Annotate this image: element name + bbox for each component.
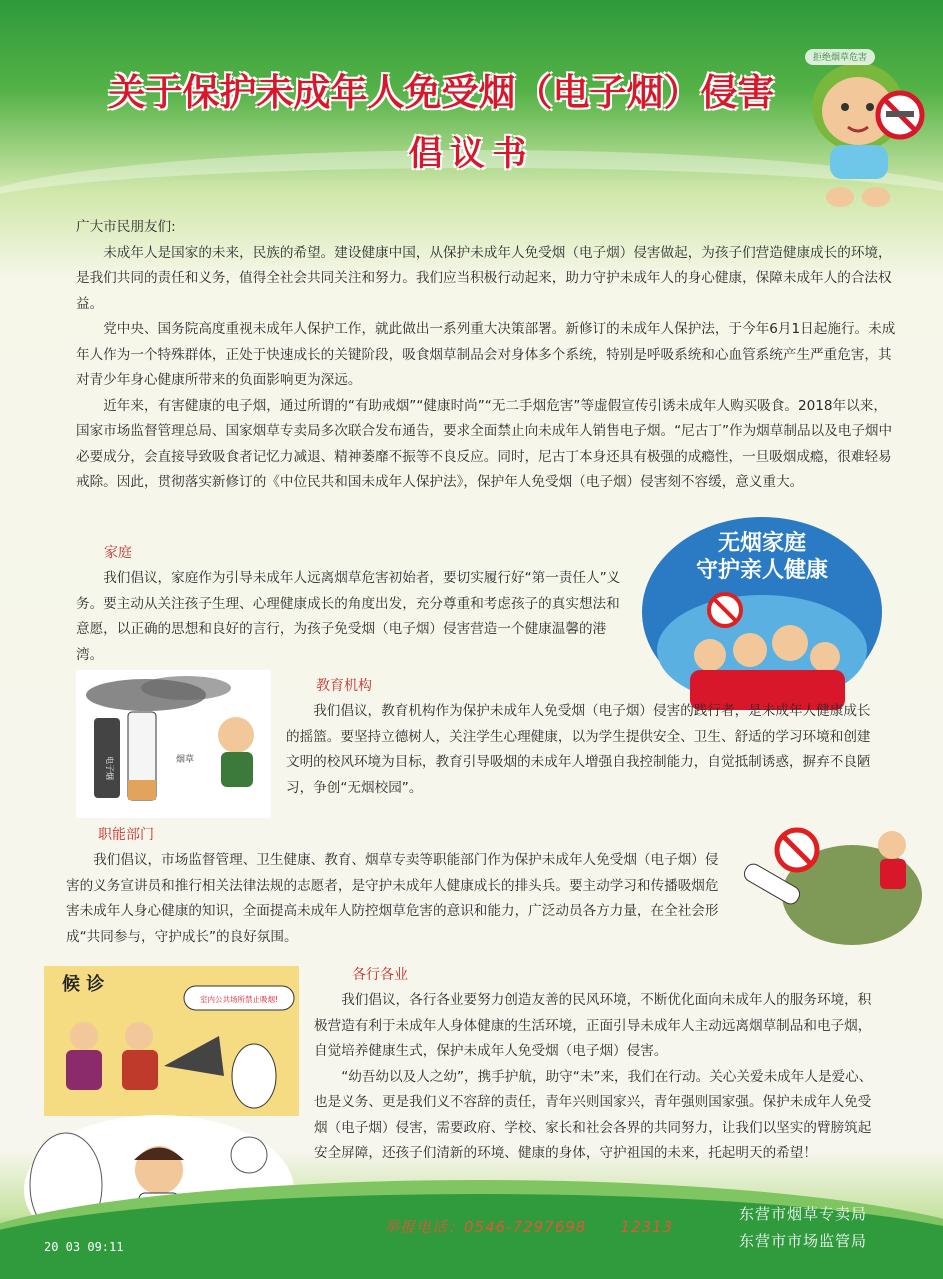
issuer-tobacco-bureau: 东营市烟草专卖局 <box>739 1205 868 1223</box>
cartoon-label-ecig: 电子烟 <box>105 756 114 780</box>
report-phone-short: 12313 <box>620 1218 674 1236</box>
no-smoking-cartoon-illustration <box>722 815 927 955</box>
intro-section <box>76 215 896 496</box>
speech-bubble: 室内公共场所禁止吸烟! <box>199 995 279 1004</box>
page-title: 关于保护未成年人免受烟（电子烟）侵害 <box>108 70 775 114</box>
intro-paragraph-1: 未成年人是国家的未来，民族的希望。建设健康中国，从保护未成年人免受烟（电子烟）侵害做起，为孩子们营造健康成长的环境，是我们共同的责任和义务，值得全社会共同关注和努力。我们应当积极行动起来，助力守护未成年人的身心健康，保障未成年人的合法权益。 <box>76 244 892 312</box>
industries-closing: “幼吾幼以及人之幼”，携手护航，助守“未”来，我们在行动。关心关爱未成年人是爱心、也是义务、更是我们义不容辞的责任，青年兴则国家兴，青年强则国家强。保护未成年人免受烟（电子烟）侵害，需要政府、学校、家长和社会各界的共同努力，让我们以坚实的臂膀筑起安全屏障，还孩子们清新的环境、健康的身体，守护祖国的未来，托起明天的希望！ <box>314 1068 873 1161</box>
industries-heading: 各行各业 <box>352 967 408 983</box>
industries-section <box>314 962 874 1167</box>
page-subtitle: 倡议书 <box>408 134 535 174</box>
mascot-badge: 拒绝烟草危害 <box>812 53 868 63</box>
family-poster-line2: 守护亲人健康 <box>695 557 829 583</box>
issuer-market-regulation: 东营市市场监管局 <box>739 1232 868 1250</box>
intro-paragraph-3: 近年来，有害健康的电子烟，通过所谓的“有助戒烟”“健康时尚”“无二手烟危害”等虚假宣传引诱未成年人购买吸食。2018年以来，国家市场监督管理总局、国家烟草专卖局多次联合发布通告，要求全面禁止向未成年人销售电子烟。“尼古丁”作为烟草制品以及电子烟中必要成分，会直接导致吸食者记忆力减退、精神萎靡不振等不良反应。同时，尼古丁本身还具有极强的成瘾性，一旦吸烟成瘾，很难轻易戒除。因此，贯彻落实新修订的《中位民共和国未成年人保护法》，保护年人免受烟（电子烟）侵害刻不容缓，意义重大。 <box>76 397 893 490</box>
photo-timestamp: 20 03 09:11 <box>44 1240 124 1254</box>
education-heading: 教育机构 <box>316 678 372 694</box>
industries-body: 我们倡议，各行各业要努力创造友善的民风环境，不断优化面向未成年人的服务环境，积极营造有利于未成年人身体健康的生活环境，正面引导未成年人主动远离烟草制品和电子烟，自觉培养健康生式，保护未成年人免受烟（电子烟）侵害。 <box>314 992 872 1059</box>
government-heading: 职能部门 <box>98 827 154 843</box>
family-poster-line1: 无烟家庭 <box>717 530 807 556</box>
government-section <box>66 822 726 950</box>
report-phone-label: 举报电话：0546-7297698 <box>384 1218 587 1236</box>
report-phone <box>384 1216 673 1237</box>
family-body: 我们倡议，家庭作为引导未成年人远离烟草危害初始者，要切实履行好“第一责任人”义务。要主动从关注孩子生理、心理健康成长的角度出发，充分尊重和考虑孩子的真实想法和意愿，以正确的思想和良好的言行，为孩子免受烟（电子烟）侵害营造一个健康温馨的港湾。 <box>76 570 621 663</box>
waiting-room-sign: 候 诊 <box>62 974 105 995</box>
family-heading: 家庭 <box>104 545 132 561</box>
education-section <box>286 673 876 801</box>
intro-paragraph-2: 党中央、国务院高度重视未成年人保护工作，就此做出一系列重大决策部署。新修订的未成年人保护法，于今年6月1日起施行。未成年人作为一个特殊群体，正处于快速成长的关键阶段，吸食烟草制品会对身体多个系统，特别是呼吸系统和心血管系统产生严重危害，其对青少年身心健康所带来的负面影响更为深远。 <box>76 321 896 388</box>
education-body: 我们倡议，教育机构作为保护未成年人免受烟（电子烟）侵害的践行者，是未成年人健康成长的摇篮。要坚持立德树人，关注学生心理健康，以为学生提供安全、卫生、舒适的学习环境和创建文明的校风环境为目标，教育引导吸烟的未成年人增强自我控制能力，自觉抵制诱惑，摒弃不良陋习，争创“无烟校园”。 <box>286 703 871 796</box>
greeting: 广大市民朋友们: <box>76 219 176 235</box>
no-smoking-mascot-icon <box>800 45 930 215</box>
waiting-room-cartoon-illustration <box>44 966 299 1116</box>
cigarette-cartoon-illustration <box>76 670 271 818</box>
government-body: 我们倡议，市场监督管理、卫生健康、教育、烟草专卖等职能部门作为保护未成年人免受烟（电子烟）侵害的义务宣讲员和推行相关法律法规的志愿者，是守护未成年人健康成长的排头兵。要主动学习和传播吸烟危害未成年人身心健康的知识，全面提高未成年人防控烟草危害的意识和能力，广泛动员各方力量，在全社会形成“共同参与，守护成长”的良好氛围。 <box>66 852 719 945</box>
family-section <box>76 540 631 668</box>
cartoon-label-tobacco: 烟草 <box>176 755 195 765</box>
